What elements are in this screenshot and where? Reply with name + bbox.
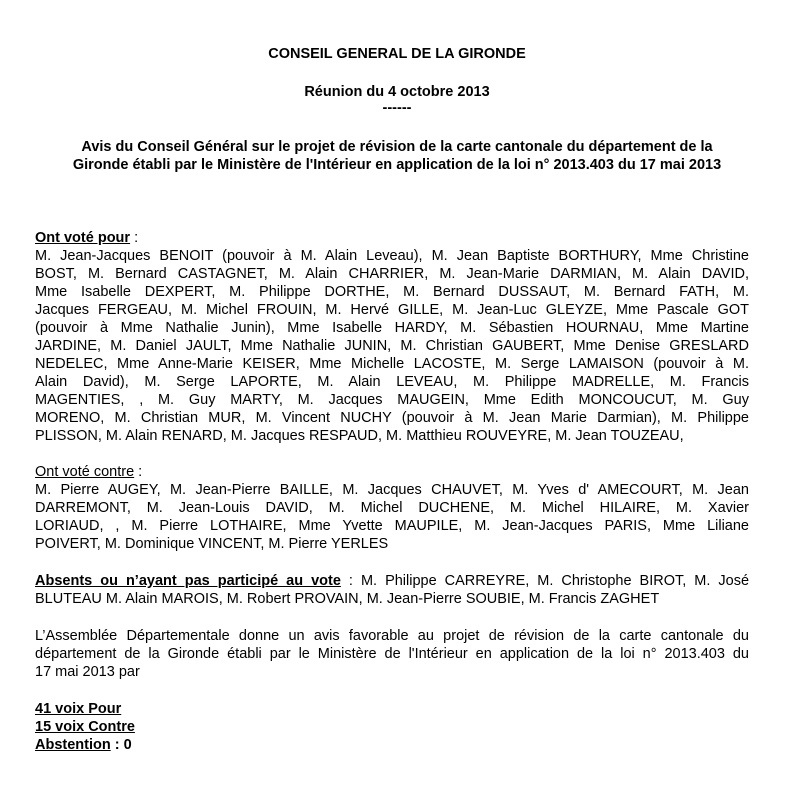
heading-suffix: :	[134, 464, 143, 480]
title-separator: ------	[382, 100, 412, 116]
abstention-value: : 0	[110, 737, 132, 753]
name-line: Alain David), M. Serge LAPORTE, M. Alain LEVEAU, M. Philippe MADRELLE, M. Francis	[35, 374, 749, 390]
name-line: MORENO, M. Christian MUR, M. Vincent NUCHY (pouvoir à M. Jean Marie Darmian), M. Philippe	[35, 410, 749, 426]
avis-title-line: Gironde établi par le Ministère de l'Intérieur en application de la loi n° 2013.403 du 17 mai 2013	[72, 157, 722, 173]
section-vote-contre	[35, 463, 749, 553]
paragraph-line: 17 mai 2013 par	[35, 664, 140, 680]
heading-label: Ont voté pour	[35, 230, 131, 246]
heading-suffix: :	[130, 230, 139, 246]
name-line: NEDELEC, Mme Anne-Marie KEISER, Mme Michelle LACOSTE, M. Serge LAMAISON (pouvoir à M.	[35, 356, 749, 372]
section-assemblee	[35, 627, 749, 681]
name-line: Jacques FERGEAU, M. Michel FROUIN, M. Hervé GILLE, M. Jean-Luc GLEYZE, Mme Pascale GOT	[35, 302, 749, 318]
section-heading	[35, 229, 749, 247]
heading-label: Absents ou n’ayant pas participé au vote	[35, 573, 341, 589]
name-line: (pouvoir à Mme Nathalie Junin), Mme Isabelle HARDY, M. Sébastien HOURNAU, Mme Martine	[35, 320, 749, 336]
name-line: PLISSON, M. Alain RENARD, M. Jacques RESPAUD, M. Matthieu ROUVEYRE, M. Jean TOUZEAU,	[35, 428, 684, 444]
council-title: CONSEIL GENERAL DE LA GIRONDE	[268, 46, 526, 62]
abstention-label: Abstention	[35, 737, 111, 753]
meeting-date: Réunion du 4 octobre 2013	[304, 84, 490, 100]
result-abstention	[35, 736, 749, 754]
name-line: DARREMONT, M. Jean-Louis DAVID, M. Michel DUCHENE, M. Michel HILAIRE, M. Xavier	[35, 500, 749, 516]
name-line: BOST, M. Bernard CASTAGNET, M. Alain CHARRIER, M. Jean-Marie DARMIAN, M. Alain DAVID,	[35, 266, 749, 282]
section-absents	[35, 572, 749, 608]
avis-title-line: Avis du Conseil Général sur le projet de révision de la carte cantonale du département de la	[81, 139, 713, 155]
section-vote-pour	[35, 229, 749, 445]
section-results	[35, 700, 749, 754]
name-line: M. Pierre AUGEY, M. Jean-Pierre BAILLE, M. Jacques CHAUVET, M. Yves d' AMECOURT, M. Jean	[35, 482, 749, 498]
absents-line-rest: : M. Philippe CARREYRE, M. Christophe BIROT, M. José	[340, 573, 750, 589]
paragraph-line: département de la Gironde établi par le Ministère de l'Intérieur en application de la loi n° 2013.403 du	[35, 646, 749, 662]
name-line: BLUTEAU M. Alain MAROIS, M. Robert PROVAIN, M. Jean-Pierre SOUBIE, M. Francis ZAGHET	[35, 591, 660, 607]
result-pour: 41 voix Pour	[35, 701, 122, 717]
heading-label: Ont voté contre	[35, 464, 135, 480]
name-line: M. Jean-Jacques BENOIT (pouvoir à M. Alain Leveau), M. Jean Baptiste BORTHURY, Mme Christine	[35, 248, 749, 264]
name-line: LORIAUD, , M. Pierre LOTHAIRE, Mme Yvette MAUPILE, M. Jean-Jacques PARIS, Mme Liliane	[35, 518, 749, 534]
name-line	[35, 572, 749, 590]
result-contre: 15 voix Contre	[35, 719, 135, 735]
avis-title	[0, 138, 794, 174]
name-line: Mme Isabelle DEXPERT, M. Philippe DORTHE, M. Bernard DUSSAUT, M. Bernard FATH, M.	[35, 284, 749, 300]
name-line: JARDINE, M. Daniel JAULT, Mme Nathalie JUNIN, M. Christian GAUBERT, Mme Denise GRESLARD	[35, 338, 749, 354]
name-line: MAGENTIES, , M. Guy MARTY, M. Jacques MAUGEIN, Mme Edith MONCOUCUT, M. Guy	[35, 392, 749, 408]
section-heading	[35, 463, 749, 481]
paragraph-line: L’Assemblée Départementale donne un avis favorable au projet de révision de la carte cantonale du	[35, 628, 749, 644]
name-line: POIVERT, M. Dominique VINCENT, M. Pierre YERLES	[35, 536, 389, 552]
